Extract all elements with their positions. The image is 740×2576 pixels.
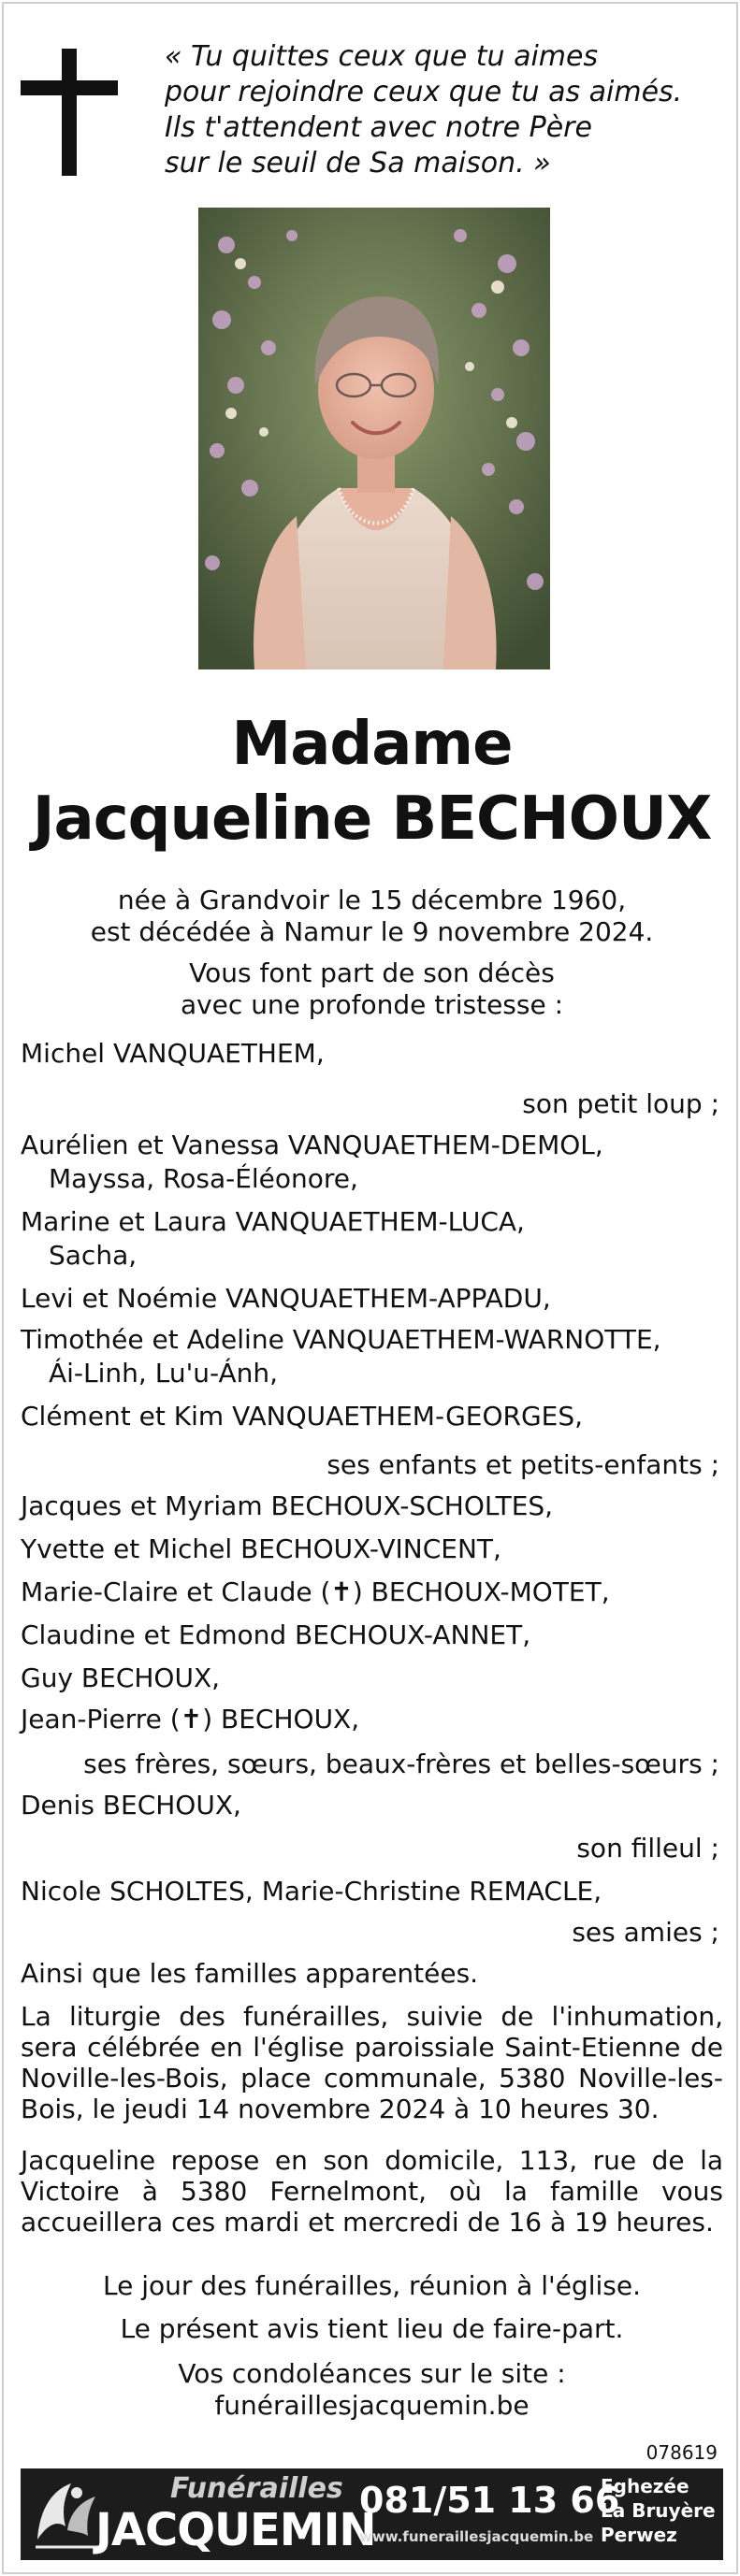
family-line: Nicole SCHOLTES, Marie-Christine REMACLE, [21,1876,602,1907]
reference-number: 078619 [646,2441,718,2464]
quote-block [165,39,726,181]
intro-line: avec une profonde tristesse : [180,989,564,1020]
family-line: Claudine et Edmond BECHOUX-ANNET, [21,1619,531,1650]
quote-line: pour rejoindre ceux que tu as aimés. [165,76,683,108]
closing-line: Vos condoléances sur le site : [178,2358,566,2389]
quote-line: « Tu quittes ceux que tu aimes [165,40,599,73]
family-line: Ainsi que les familles apparentées. [21,1958,479,1989]
closing-line: Le jour des funérailles, réunion à l'église. [103,2270,641,2301]
angel-logo-icon [30,2474,103,2554]
location-item: La Bruyère [601,2499,716,2522]
family-line: Timothée et Adeline VANQUAETHEM-WARNOTTE, [21,1324,661,1355]
deceased-title: Madame [231,710,513,779]
deceased-name: Jacqueline BECHOUX [32,784,712,854]
intro-line: Vous font part de son décès [189,957,555,988]
funeral-details-paragraph: La liturgie des funérailles, suivie de l'inhumation, sera célébrée en l'église paroissiale Saint-Etienne de Noville-les-Bois, place communale, 5380 Noville-les-Bois, le jeudi 14 novembre 2024 à 10 heures 30. [21,2001,723,2124]
family-line: Jean-Pierre (✝) BECHOUX, [21,1704,360,1734]
condolence-website: funéraillesjacquemin.be [214,2390,530,2421]
family-line: Yvette et Michel BECHOUX-VINCENT, [21,1533,501,1564]
family-relation: ses enfants et petits-enfants ; [326,1449,719,1480]
family-relation: son petit loup ; [522,1088,719,1119]
family-relation: ses amies ; [572,1917,719,1948]
location-item: Perwez [601,2524,677,2546]
family-line: Marine et Laura VANQUAETHEM-LUCA, [21,1206,525,1237]
locations-list [601,2474,716,2547]
family-line: Jacques et Myriam BECHOUX-SCHOLTES, [21,1490,554,1521]
family-line: Mayssa, Rosa-Éléonore, [49,1163,358,1194]
family-line: Guy BECHOUX, [21,1662,221,1693]
family-relation: ses frères, sœurs, beaux-frères et belles-sœurs ; [83,1749,719,1779]
family-line: Ái-Linh, Lu'u-Ánh, [49,1358,279,1389]
location-item: Eghezée [601,2475,689,2497]
visitation-paragraph: Jacqueline repose en son domicile, 113, rue de la Victoire à 5380 Fernelmont, où la famille vous accueillera ces mardi et mercredi de 16 à 19 heures. [21,2145,723,2238]
intro-line: est décédée à Namur le 9 novembre 2024. [90,916,654,947]
family-line: Michel VANQUAETHEM, [21,1038,325,1069]
obituary-card [2,2,738,2574]
website-link: www.funeraillesjacquemin.be [359,2528,594,2545]
family-line: Denis BECHOUX, [21,1790,241,1820]
portrait-photo [198,208,550,669]
brand-line-1: Funérailles [170,2472,343,2505]
phone-number: 081/51 13 66 [359,2480,620,2521]
deceased-name-block [4,707,740,856]
cross-icon [21,49,118,176]
family-line: Aurélien et Vanessa VANQUAETHEM-DEMOL, [21,1130,603,1160]
family-line: Levi et Noémie VANQUAETHEM-APPADU, [21,1283,551,1314]
brand-line-2: JACQUEMIN [95,2504,376,2556]
closing-line: Le présent avis tient lieu de faire-part. [120,2313,624,2344]
funeral-home-banner [21,2468,723,2560]
family-line: Sacha, [49,1240,138,1271]
quote-line: sur le seuil de Sa maison. » [165,147,551,180]
family-relation: son filleul ; [576,1833,719,1864]
family-line: Marie-Claire et Claude (✝) BECHOUX-MOTET, [21,1576,610,1607]
intro-line: née à Grandvoir le 15 décembre 1960, [117,885,627,915]
family-line: Clément et Kim VANQUAETHEM-GEORGES, [21,1401,584,1432]
quote-line: Ils t'attendent avec notre Père [165,111,592,144]
